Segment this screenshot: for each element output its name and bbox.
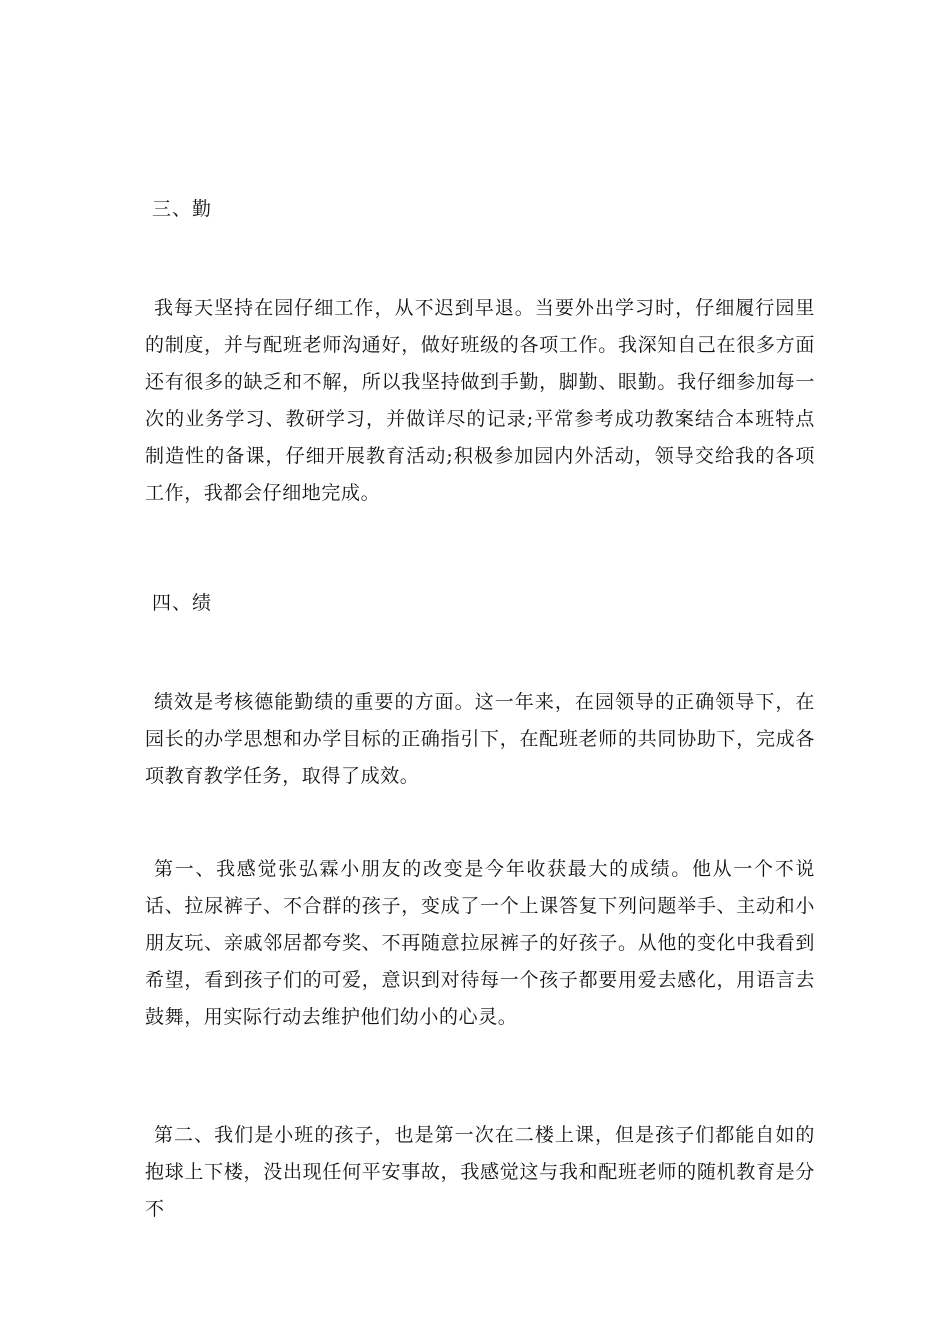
paragraph-ji-first: 第一、我感觉张弘霖小朋友的改变是今年收获最大的成绩。他从一个不说话、拉尿裤子、不合群的孩子，变成了一个上课答复下列问题举手、主动和小朋友玩、亲戚邻居都夸奖、不再随意拉尿裤子的好孩子。从他的变化中我看到希望，看到孩子们的可爱，意识到对待每一个孩子都要用爱去感化，用语言去鼓舞，用实际行动去维护他们幼小的心灵。 [145,858,815,1028]
paragraph-ji-intro: 绩效是考核德能勤绩的重要的方面。这一年来，在园领导的正确领导下，在园长的办学思想和办学目标的正确指引下，在配班老师的共同协助下，完成各项教育教学任务，取得了成效。 [145,691,815,787]
section-heading-qin: 三、勤 [152,198,213,220]
paragraph-qin: 我每天坚持在园仔细工作，从不迟到早退。当要外出学习时，仔细履行园里的制度，并与配班老师沟通好，做好班级的各项工作。我深知自己在很多方面还有很多的缺乏和不解，所以我坚持做到手勤，脚勤、眼勤。我仔细参加每一次的业务学习、教研学习，并做详尽的记录;平常参考成功教案结合本班特点制造性的备课，仔细开展教育活动;积极参加园内外活动，领导交给我的各项工作，我都会仔细地完成。 [145,297,815,504]
paragraph-ji-second: 第二、我们是小班的孩子，也是第一次在二楼上课，但是孩子们都能自如的抱球上下楼，没出现任何平安事故，我感觉这与我和配班老师的随机教育是分不 [145,1124,815,1220]
section-heading-ji: 四、绩 [152,592,213,614]
